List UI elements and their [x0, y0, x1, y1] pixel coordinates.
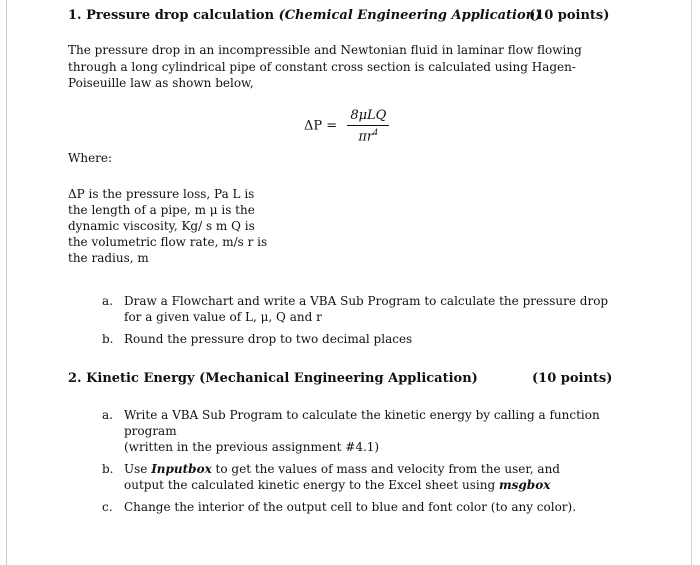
q1-points: (10 points) — [529, 8, 610, 23]
formula-numerator: 8μLQ — [347, 108, 389, 126]
formula-fraction — [347, 108, 389, 144]
q2-subitems — [102, 407, 602, 521]
q2-item-a-line2: (written in the previous assignment #4.1) — [124, 440, 380, 454]
q2-item-b-marker: b. — [102, 462, 114, 476]
q2-item-b-text1: Use — [124, 462, 152, 476]
formula-denominator-exponent: 4 — [373, 128, 379, 137]
q2-item-b-msgbox: msgbox — [498, 478, 551, 492]
q1-title — [68, 8, 541, 23]
q2-item-a-marker: a. — [102, 408, 113, 422]
q1-subitems — [102, 293, 627, 353]
variable-definitions: ΔP is the pressure loss, Pa L is the length of a pipe, m μ is the dynamic viscosity, Kg/ s m Q is the volumetric flow rate, m/s r is the radius, m — [68, 187, 268, 265]
q2-item-b-text2: to get the values of mass and velocity from the user, and output the calculated kinetic energy to the Excel sheet using — [124, 462, 560, 492]
q1-title-prefix: 1. Pressure drop calculation — [68, 8, 279, 23]
q1-item-a-text: Draw a Flowchart and write a VBA Sub Program to calculate the pressure drop for a given value of L, μ, Q and r — [124, 294, 609, 324]
q1-item-b-text: Round the pressure drop to two decimal places — [124, 332, 413, 346]
q1-item-a — [102, 293, 627, 325]
formula-lhs: ΔP = — [304, 118, 338, 134]
formula-denominator — [347, 126, 389, 144]
q1-intro: The pressure drop in an incompressible and Newtonian fluid in laminar flow flowing through a long cylindrical pipe of constant cross section is calculated using Hagen-Poiseuille law as shown below, — [68, 43, 582, 90]
q2-item-a — [102, 407, 602, 455]
q1-title-italic: (Chemical Engineering Application) — [278, 8, 542, 23]
formula-denominator-base: πr — [358, 129, 374, 145]
q2-item-c-text: Change the interior of the output cell to blue and font color (to any color). — [124, 500, 577, 514]
hagen-poiseuille-formula — [304, 108, 389, 144]
q1-item-a-marker: a. — [102, 294, 113, 308]
q2-title: 2. Kinetic Energy (Mechanical Engineering Application) — [68, 371, 478, 386]
q1-item-b — [102, 331, 627, 347]
q2-item-a-line1: Write a VBA Sub Program to calculate the kinetic energy by calling a function program — [124, 408, 600, 438]
q2-points: (10 points) — [532, 371, 613, 386]
q2-item-b — [102, 461, 602, 493]
q1-item-b-marker: b. — [102, 332, 114, 346]
q2-item-b-inputbox: Inputbox — [151, 462, 212, 476]
where-label: Where: — [68, 151, 113, 165]
q2-item-c-marker: c. — [102, 500, 113, 514]
q2-item-c — [102, 499, 602, 515]
